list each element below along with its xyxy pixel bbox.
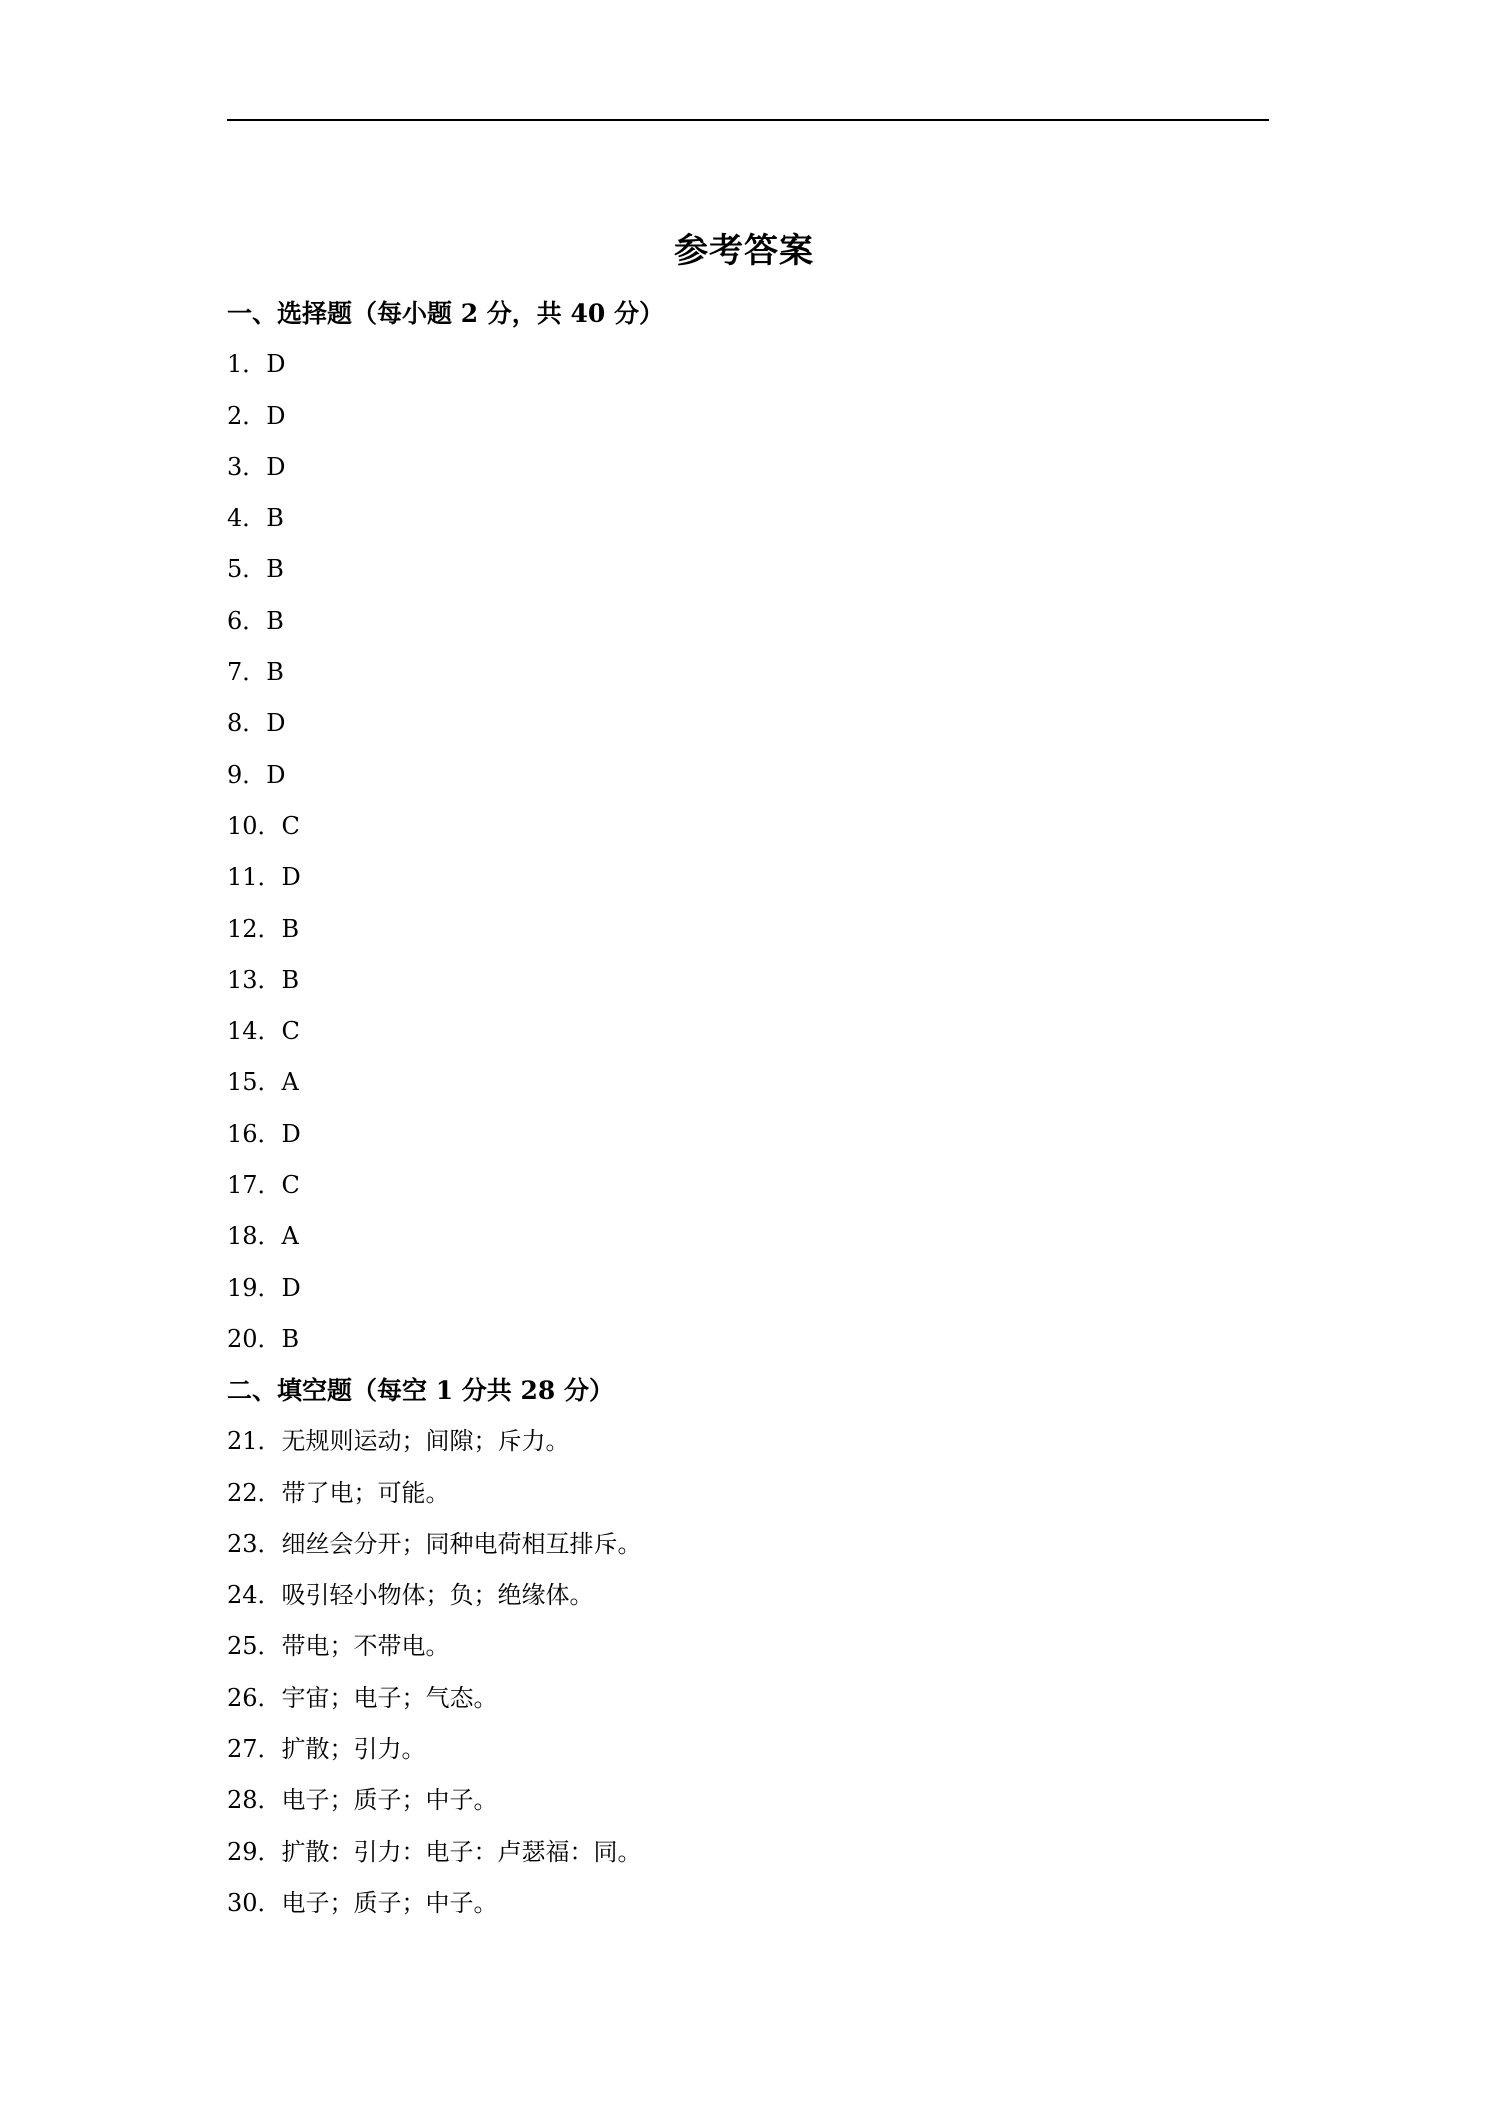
answer-row [227, 596, 1327, 647]
question-number: 11． [227, 863, 282, 892]
answer-text: 带了电；可能。 [281, 1478, 450, 1507]
answer-row [227, 1519, 1327, 1570]
answer-text: D [266, 709, 286, 738]
answer-row [227, 1827, 1327, 1878]
question-number: 16． [227, 1119, 282, 1148]
question-number: 27． [227, 1735, 282, 1764]
answer-row [227, 801, 1327, 852]
answer-text: B [266, 606, 284, 635]
question-number: 30． [227, 1888, 282, 1917]
question-number: 29． [227, 1837, 282, 1866]
answer-row [227, 698, 1327, 749]
answer-row [227, 1314, 1327, 1365]
answer-text: 电子；质子；中子。 [281, 1888, 498, 1917]
answer-text: 无规则运动；间隙；斥力。 [281, 1427, 570, 1456]
answer-row [227, 1468, 1327, 1519]
answer-text: 吸引轻小物体；负；绝缘体。 [281, 1581, 594, 1610]
answer-list [227, 1416, 1327, 1929]
answer-list [227, 339, 1327, 1365]
answer-row [227, 1570, 1327, 1621]
answer-row [227, 750, 1327, 801]
answer-row [227, 1775, 1327, 1826]
answer-row [227, 1673, 1327, 1724]
question-number: 17． [227, 1171, 282, 1200]
answer-row [227, 1006, 1327, 1057]
section-heading: 二、填空题（每空 1 分共 28 分） [227, 1376, 615, 1405]
question-number: 22． [227, 1478, 282, 1507]
question-number: 8． [227, 709, 267, 738]
question-number: 4． [227, 504, 267, 533]
answer-row [227, 339, 1327, 390]
answer-row [227, 442, 1327, 493]
answer-text: 带电；不带电。 [281, 1632, 450, 1661]
answer-text: D [266, 452, 286, 481]
answer-row [227, 1057, 1327, 1108]
header-rule [227, 119, 1269, 121]
answer-text: C [281, 1017, 300, 1046]
answer-text: D [266, 350, 286, 379]
question-number: 6． [227, 606, 267, 635]
question-number: 13． [227, 965, 282, 994]
answer-row [227, 493, 1327, 544]
answer-row [227, 1211, 1327, 1262]
answer-text: 宇宙；电子；气态。 [281, 1683, 498, 1712]
question-number: 24． [227, 1581, 282, 1610]
question-number: 3． [227, 452, 267, 481]
question-number: 9． [227, 760, 267, 789]
question-number: 10． [227, 811, 282, 840]
answer-text: 细丝会分开；同种电荷相互排斥。 [281, 1529, 642, 1558]
document-title: 参考答案 [674, 231, 814, 271]
question-number: 5． [227, 555, 267, 584]
answer-text: 扩散：引力：电子：卢瑟福：同。 [281, 1837, 642, 1866]
answer-text: A [281, 1222, 299, 1251]
question-number: 28． [227, 1786, 282, 1815]
question-number: 1． [227, 350, 267, 379]
answer-row [227, 1416, 1327, 1467]
answer-text: B [266, 555, 284, 584]
question-number: 15． [227, 1068, 282, 1097]
answer-text: D [281, 1273, 301, 1302]
answer-row [227, 1160, 1327, 1211]
answer-text: C [281, 1171, 300, 1200]
answer-text: A [281, 1068, 299, 1097]
answer-row [227, 544, 1327, 595]
question-number: 12． [227, 914, 282, 943]
question-number: 21． [227, 1427, 282, 1456]
answer-text: D [281, 863, 301, 892]
answer-row [227, 1109, 1327, 1160]
answer-text: C [281, 811, 300, 840]
answer-row [227, 852, 1327, 903]
question-number: 20． [227, 1324, 282, 1353]
section-heading: 一、选择题（每小题 2 分，共 40 分） [227, 299, 665, 328]
answer-row [227, 955, 1327, 1006]
answer-row [227, 391, 1327, 442]
answer-text: D [281, 1119, 301, 1148]
answer-text: B [281, 965, 300, 994]
question-number: 14． [227, 1017, 282, 1046]
answer-text: 电子；质子；中子。 [281, 1786, 498, 1815]
question-number: 7． [227, 658, 267, 687]
answer-row [227, 1724, 1327, 1775]
question-number: 25． [227, 1632, 282, 1661]
question-number: 19． [227, 1273, 282, 1302]
answer-row [227, 1878, 1327, 1929]
answer-text: B [281, 914, 300, 943]
answer-row [227, 1263, 1327, 1314]
answer-text: B [266, 504, 284, 533]
question-number: 2． [227, 401, 267, 430]
fill-in-blank-section [227, 1365, 1327, 1929]
answer-row [227, 904, 1327, 955]
question-number: 23． [227, 1529, 282, 1558]
answer-text: B [281, 1324, 300, 1353]
answer-text: D [266, 760, 286, 789]
multiple-choice-section [227, 288, 1327, 1365]
answer-text: 扩散；引力。 [281, 1735, 426, 1764]
question-number: 18． [227, 1222, 282, 1251]
answer-row [227, 1621, 1327, 1672]
answer-row [227, 647, 1327, 698]
answer-text: D [266, 401, 286, 430]
answer-text: B [266, 658, 284, 687]
question-number: 26． [227, 1683, 282, 1712]
